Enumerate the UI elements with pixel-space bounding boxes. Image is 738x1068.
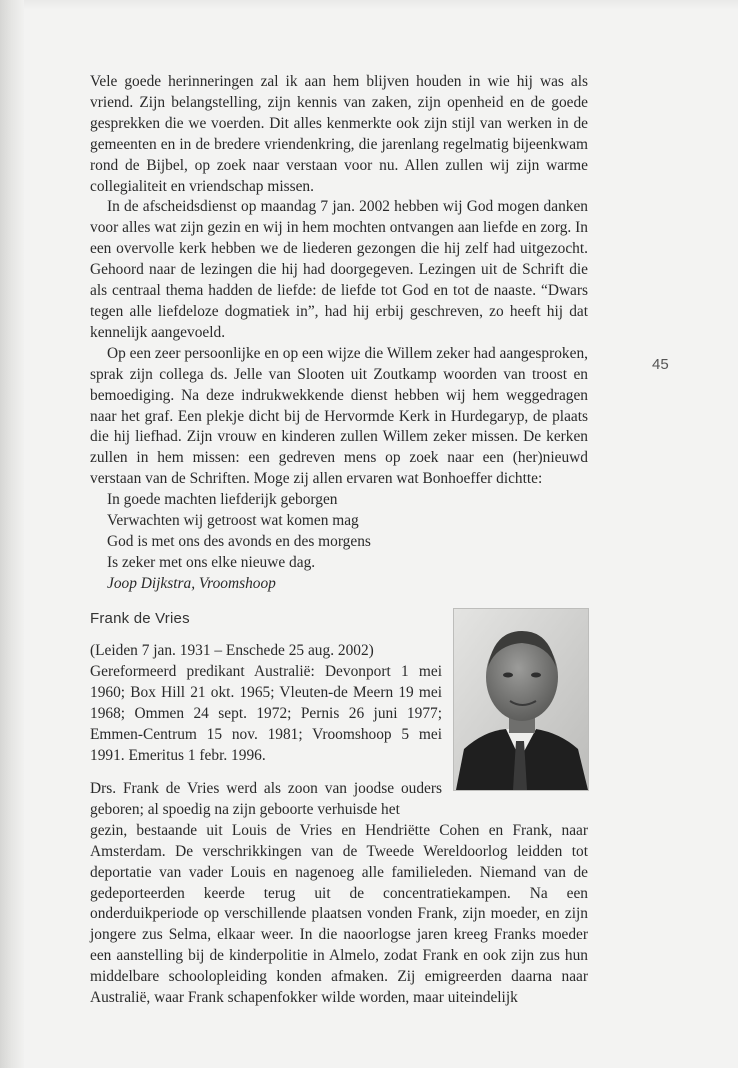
career-list: Gereformeerd predikant Australië: Devonport 1 mei 1960; Box Hill 21 okt. 1965; Vleuten-de Meern 19 mei 1968; Ommen 24 sept. 1972; Pernis 26 juni 1977; Emmen-Centrum 15 nov. 1981; Vroomshoop 5 mei 1991. Emeritus 1 febr. 1996. — [90, 662, 442, 764]
paragraph-farewell-service: In de afscheidsdienst op maandag 7 jan. 2002 hebben wij God mogen danken voor alles wat zijn gezin en wij in hem mochten ontvangen aan liefde en zorg. In een overvolle kerk hebben we de liederen gezongen die hij zelf had uitgezocht. Gehoord naar de lezingen die hij had doorgegeven. Lezingen uit de Schrift die als centraal thema hadden de liefde: de liefde tot God en tot de naaste. “Dwars tegen alle liefdeloze dogmatiek in”, had hij erbij geschreven, zo heeft hij dat kennelijk aangevoeld. — [90, 198, 588, 341]
portrait-illustration — [454, 609, 588, 790]
poem-line: In goede machten liefderijk geborgen — [107, 491, 338, 509]
biography-continued: gezin, bestaande uit Louis de Vries en Hendriëtte Cohen en Frank, naar Amsterdam. De verschrikkingen van de Tweede Wereldoorlog leidden tot deportatie van vader Louis en nagenoeg alle familieleden. Niemand van de gedeporteerden keerde terug uit de concentratiekampen. Na een onderduikperiode op verschillende plaatsen vonden Frank, zijn moeder, en zijn jongere zus Selma, elkaar weer. In die naoorlogse jaren kreeg Franks moeder een aanstelling bij de kinderpolitie in Almelo, zodat Frank en ook zijn zus hun middelbare schoolopleiding konden afmaken. Zij emigreerden daarna naar Australië, waar Frank schapenfokker wilde worden, maar uiteindelijk — [90, 821, 588, 1007]
section-heading: Frank de Vries — [90, 610, 190, 627]
poem-line: God is met ons des avonds en des morgens — [107, 532, 371, 550]
author-signature: Joop Dijkstra, Vroomshoop — [107, 574, 276, 592]
poem-line: Verwachten wij getroost wat komen mag — [107, 512, 359, 530]
paragraph-memories: Vele goede herinneringen zal ik aan hem blijven houden in wie hij was als vriend. Zijn belangstelling, zijn kennis van zaken, zijn openheid en de goede gesprekken die we voerden. Dit alles kenmerkte ook zijn stijl van werken in de gemeenten en in de bredere vriendenkring, die jarenlang regelmatig bijeenkwam rond de Bijbel, op zoek naar verstaan voor nu. Allen zullen wij zijn warme collegialiteit en vriendschap missen. — [90, 73, 588, 195]
bonhoeffer-poem — [90, 490, 588, 574]
book-gutter-shadow — [0, 0, 24, 1068]
portrait-photo — [453, 608, 589, 791]
page-number: 45 — [652, 356, 669, 373]
page-top-edge — [0, 0, 738, 10]
life-dates: (Leiden 7 jan. 1931 – Enschede 25 aug. 2002) — [90, 642, 374, 659]
memorial-text — [90, 72, 588, 595]
biography-opening: Drs. Frank de Vries werd als zoon van joodse ouders geboren; al spoedig na zijn geboorte verhuisde het — [90, 780, 442, 818]
paragraph-burial: Op een zeer persoonlijke en op een wijze die Willem zeker had aangesproken, sprak zijn collega ds. Jelle van Slooten uit Zoutkamp woorden van troost en bemoediging. Na deze indrukwekkende dienst hebben wij hem weggedragen naar het graf. Een plekje dicht bij de Hervormde Kerk in Hurdegaryp, de plaats die hij liefhad. Zijn vrouw en kinderen zullen Willem zeker missen. De kerken zullen in hem missen: een gedreven mens op zoek naar een (her)nieuwd verstaan van de Schriften. Moge zij allen ervaren wat Bonhoeffer dichtte: — [90, 344, 588, 488]
biography-header — [90, 641, 442, 766]
poem-line: Is zeker met ons elke nieuwe dag. — [107, 553, 316, 571]
biography-body — [90, 779, 588, 1009]
